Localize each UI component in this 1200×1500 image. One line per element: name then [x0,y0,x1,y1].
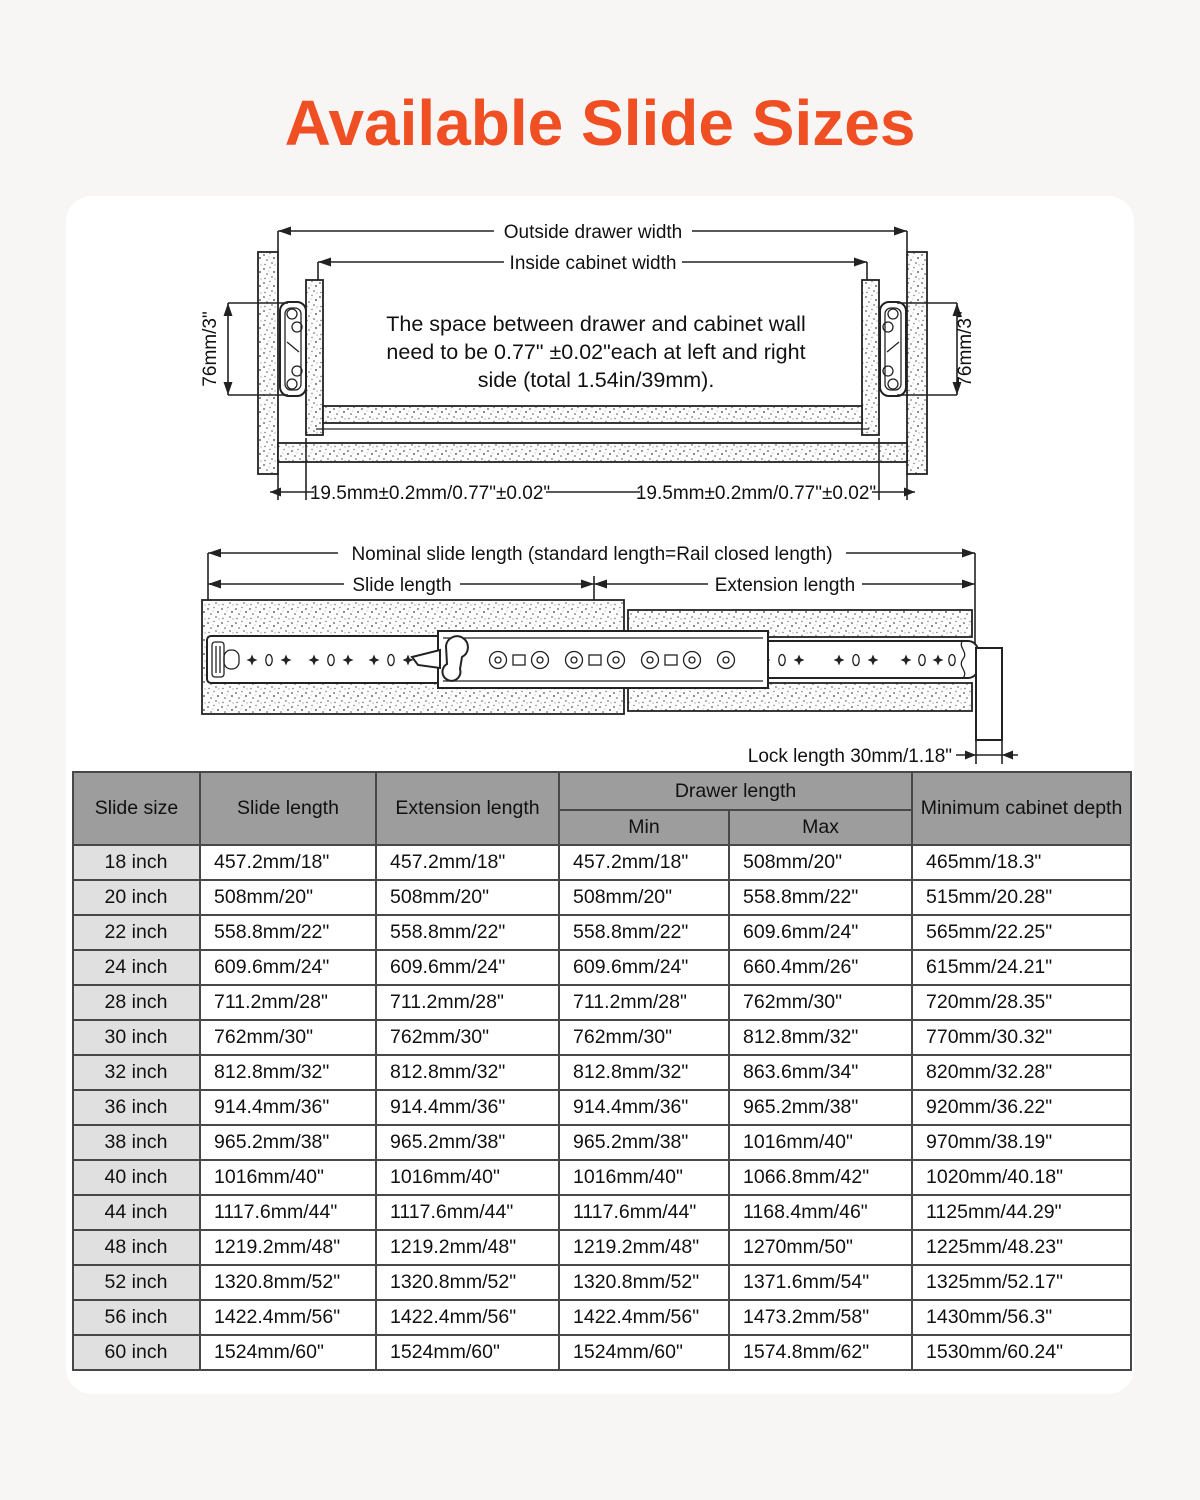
slide-size-cell: 48 inch [73,1230,200,1265]
cabinet-bottom-board [278,443,907,462]
dimension-cell: 465mm/18.3" [912,845,1131,880]
extension-length-label: Extension length [714,575,856,597]
dimension-cell: 1117.6mm/44" [559,1195,729,1230]
slide-size-cell: 20 inch [73,880,200,915]
table-row [73,985,1131,1020]
table-row [73,1335,1131,1370]
dimension-cell: 1325mm/52.17" [912,1265,1131,1300]
table-row [73,1055,1131,1090]
dimension-cell: 1422.4mm/56" [200,1300,376,1335]
dimension-cell: 1219.2mm/48" [559,1230,729,1265]
dimension-cell: 1016mm/40" [559,1160,729,1195]
slide-cross-section-left [280,302,306,396]
dimension-cell: 812.8mm/32" [559,1055,729,1090]
slide-size-cell: 32 inch [73,1055,200,1090]
cabinet-wall-right [907,252,927,474]
slide-cross-section-right [880,302,906,396]
dimension-cell: 812.8mm/32" [729,1020,912,1055]
dimension-cell: 660.4mm/26" [729,950,912,985]
slide-size-cell: 28 inch [73,985,200,1020]
slide-size-cell: 44 inch [73,1195,200,1230]
dimension-cell: 914.4mm/36" [559,1090,729,1125]
content-card [66,196,1134,1394]
dimension-cell: 1168.4mm/46" [729,1195,912,1230]
drawer-side-right [862,280,879,435]
inside-width-dimension [318,252,867,280]
inside-width-label: Inside cabinet width [509,253,677,275]
svg-text:need to be 0.77" ±0.02"each at: need to be 0.77" ±0.02"each at left and right [386,340,806,365]
slide-size-cell: 60 inch [73,1335,200,1370]
dimension-cell: 1320.8mm/52" [559,1265,729,1300]
svg-text:The space between drawer and c: The space between drawer and cabinet wall [386,312,806,337]
dimension-cell: 565mm/22.25" [912,915,1131,950]
dimension-cell: 609.6mm/24" [559,950,729,985]
table-row [73,1265,1131,1300]
dimension-cell: 1574.8mm/62" [729,1335,912,1370]
svg-text:76mm/3": 76mm/3" [200,311,221,388]
dimension-cell: 1371.6mm/54" [729,1265,912,1300]
dimension-cell: 1524mm/60" [200,1335,376,1370]
dimension-cell: 965.2mm/38" [559,1125,729,1160]
dimension-cell: 1225mm/48.23" [912,1230,1131,1265]
slide-size-cell: 40 inch [73,1160,200,1195]
lock-length-dimension [730,740,1018,767]
dimension-cell: 711.2mm/28" [376,985,559,1020]
dimension-cell: 762mm/30" [559,1020,729,1055]
nominal-length-label: Nominal slide length (standard length=Rail closed length) [351,544,833,566]
dimension-cell: 615mm/24.21" [912,950,1131,985]
dimension-cell: 1320.8mm/52" [200,1265,376,1300]
dimension-cell: 558.8mm/22" [376,915,559,950]
dimension-cell: 1020mm/40.18" [912,1160,1131,1195]
dimension-cell: 812.8mm/32" [376,1055,559,1090]
dimension-cell: 558.8mm/22" [559,915,729,950]
slide-sizes-table [72,771,1132,1371]
dimension-cell: 720mm/28.35" [912,985,1131,1020]
dimension-cell: 508mm/20" [200,880,376,915]
dimension-cell: 457.2mm/18" [559,845,729,880]
dimension-cell: 1530mm/60.24" [912,1335,1131,1370]
svg-text:76mm/3": 76mm/3" [955,311,976,388]
spacing-note [386,312,806,392]
dimension-cell: 508mm/20" [376,880,559,915]
table-row [73,1020,1131,1055]
dimension-cell: 965.2mm/38" [729,1090,912,1125]
table-row [73,950,1131,985]
slide-size-cell: 52 inch [73,1265,200,1300]
dimension-cell: 1524mm/60" [376,1335,559,1370]
dimension-cell: 1066.8mm/42" [729,1160,912,1195]
col-header-drawer-length: Drawer length [559,772,912,810]
gap-dim-left-label: 19.5mm±0.2mm/0.77"±0.02" [309,483,551,505]
table-row [73,1230,1131,1265]
dimension-cell: 970mm/38.19" [912,1125,1131,1160]
dimension-cell: 812.8mm/32" [200,1055,376,1090]
col-header-extension-length: Extension length [376,772,559,845]
table-row [73,1125,1131,1160]
dimension-cell: 965.2mm/38" [200,1125,376,1160]
dimension-cell: 558.8mm/22" [729,880,912,915]
dimension-cell: 1219.2mm/48" [200,1230,376,1265]
outside-width-label: Outside drawer width [503,222,683,244]
col-header-slide-size: Slide size [73,772,200,845]
col-header-drawer-max: Max [729,810,912,845]
table-row [73,845,1131,880]
dimension-cell: 508mm/20" [559,880,729,915]
dimension-cell: 914.4mm/36" [200,1090,376,1125]
dimension-cell: 609.6mm/24" [200,950,376,985]
table-row [73,1300,1131,1335]
gap-dim-right-label: 19.5mm±0.2mm/0.77"±0.02" [635,483,877,505]
dimension-cell: 770mm/30.32" [912,1020,1131,1055]
slide-size-cell: 56 inch [73,1300,200,1335]
lock-length-label: Lock length 30mm/1.18" [747,746,952,768]
dimension-cell: 1422.4mm/56" [559,1300,729,1335]
drawer-side-left [306,280,323,435]
slide-size-cell: 36 inch [73,1090,200,1125]
lock-bracket [976,648,1002,740]
dimension-cell: 1117.6mm/44" [200,1195,376,1230]
dimension-cell: 508mm/20" [729,845,912,880]
dimension-cell: 1117.6mm/44" [376,1195,559,1230]
dimension-cell: 609.6mm/24" [376,950,559,985]
dimension-cell: 1422.4mm/56" [376,1300,559,1335]
drawer-bottom-board [323,406,862,423]
col-header-slide-length: Slide length [200,772,376,845]
dimension-cell: 457.2mm/18" [376,845,559,880]
dimension-cell: 1016mm/40" [729,1125,912,1160]
dimension-cell: 1125mm/44.29" [912,1195,1131,1230]
drawer-width-diagram [66,196,1134,536]
dimension-cell: 1270mm/50" [729,1230,912,1265]
dimension-cell: 820mm/32.28" [912,1055,1131,1090]
slide-size-cell: 24 inch [73,950,200,985]
dimension-cell: 762mm/30" [729,985,912,1020]
dimension-cell: 1430mm/56.3" [912,1300,1131,1335]
dimension-cell: 762mm/30" [200,1020,376,1055]
dimension-cell: 711.2mm/28" [200,985,376,1020]
dimension-cell: 457.2mm/18" [200,845,376,880]
dimension-cell: 609.6mm/24" [729,915,912,950]
col-header-drawer-min: Min [559,810,729,845]
dimension-cell: 515mm/20.28" [912,880,1131,915]
table-row [73,1090,1131,1125]
page-title: Available Slide Sizes [284,87,916,159]
table-row [73,915,1131,950]
slide-length-diagram [66,536,1134,771]
dimension-cell: 914.4mm/36" [376,1090,559,1125]
dimension-cell: 762mm/30" [376,1020,559,1055]
table-row [73,1195,1131,1230]
middle-rail [412,631,768,688]
col-header-min-cabinet-depth: Minimum cabinet depth [912,772,1131,845]
outside-width-dimension [278,221,907,252]
dimension-cell: 1524mm/60" [559,1335,729,1370]
slide-size-cell: 30 inch [73,1020,200,1055]
dimension-cell: 558.8mm/22" [200,915,376,950]
cabinet-wall-left [258,252,278,474]
dimension-cell: 1320.8mm/52" [376,1265,559,1300]
dimension-cell: 1219.2mm/48" [376,1230,559,1265]
dimension-cell: 711.2mm/28" [559,985,729,1020]
dimension-cell: 1016mm/40" [376,1160,559,1195]
slide-size-cell: 18 inch [73,845,200,880]
dimension-cell: 1473.2mm/58" [729,1300,912,1335]
svg-text:side (total 1.54in/39mm).: side (total 1.54in/39mm). [477,368,715,393]
dimension-cell: 965.2mm/38" [376,1125,559,1160]
dimension-cell: 920mm/36.22" [912,1090,1131,1125]
slide-length-label: Slide length [352,575,452,597]
slide-size-cell: 38 inch [73,1125,200,1160]
slide-size-cell: 22 inch [73,915,200,950]
table-row [73,1160,1131,1195]
table-row [73,880,1131,915]
dimension-cell: 1016mm/40" [200,1160,376,1195]
dimension-cell: 863.6mm/34" [729,1055,912,1090]
